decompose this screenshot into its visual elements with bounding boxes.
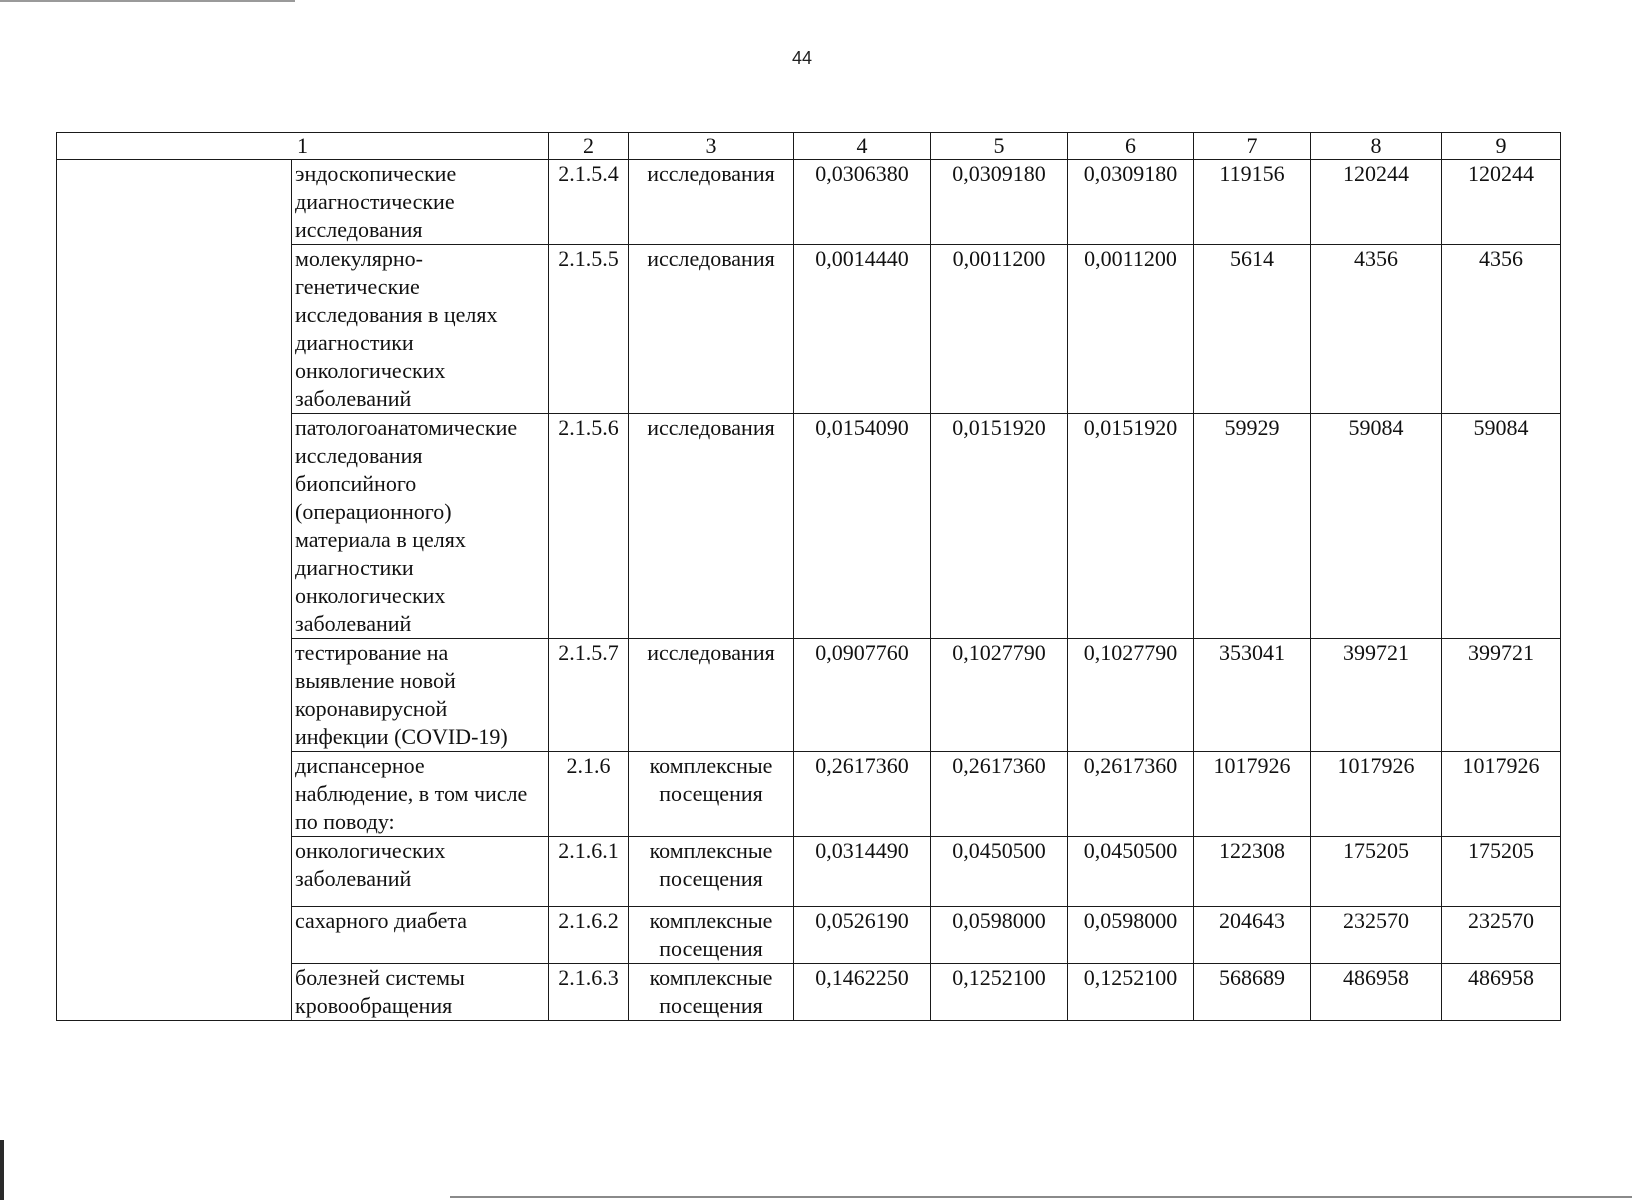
table-header: [57, 133, 1561, 160]
row-value-col4: 0,0014440: [794, 245, 931, 414]
row-value-col5: 0,0011200: [931, 245, 1068, 414]
row-value-col9: 4356: [1442, 245, 1561, 414]
row-value-col7: 568689: [1194, 964, 1311, 1021]
row-value-col8: 4356: [1311, 245, 1442, 414]
column-header-6: 6: [1068, 133, 1194, 160]
row-value-col9: 175205: [1442, 837, 1561, 907]
column-header-8: 8: [1311, 133, 1442, 160]
row-value-col4: 0,0154090: [794, 414, 931, 639]
row-value-col7: 204643: [1194, 907, 1311, 964]
row-value-col4: 0,0314490: [794, 837, 931, 907]
row-unit: комплексные посещения: [629, 837, 794, 907]
row-name: патологоанатомические исследования биопсийного (операционного) материала в целях диагностики онкологических заболеваний: [292, 414, 549, 639]
row-value-col9: 486958: [1442, 964, 1561, 1021]
row-value-col4: 0,0907760: [794, 639, 931, 752]
row-value-col8: 120244: [1311, 160, 1442, 245]
row-code: 2.1.5.4: [549, 160, 629, 245]
table-body: [57, 160, 1561, 1021]
row-value-col9: 59084: [1442, 414, 1561, 639]
row-name: тестирование на выявление новой коронавирусной инфекции (COVID-19): [292, 639, 549, 752]
column-header-5: 5: [931, 133, 1068, 160]
row-value-col5: 0,2617360: [931, 752, 1068, 837]
row-code: 2.1.6.3: [549, 964, 629, 1021]
row-unit: исследования: [629, 160, 794, 245]
row-unit: комплексные посещения: [629, 964, 794, 1021]
row-value-col5: 0,0450500: [931, 837, 1068, 907]
row-value-col8: 399721: [1311, 639, 1442, 752]
row-value-col6: 0,0598000: [1068, 907, 1194, 964]
row-code: 2.1.6.2: [549, 907, 629, 964]
row-value-col6: 0,0450500: [1068, 837, 1194, 907]
header-row: [57, 133, 1561, 160]
column-header-7: 7: [1194, 133, 1311, 160]
row-value-col8: 59084: [1311, 414, 1442, 639]
column-header-9: 9: [1442, 133, 1561, 160]
row-unit: исследования: [629, 414, 794, 639]
row-value-col5: 0,0598000: [931, 907, 1068, 964]
row-value-col5: 0,0151920: [931, 414, 1068, 639]
row-value-col6: 0,0309180: [1068, 160, 1194, 245]
row-unit: комплексные посещения: [629, 752, 794, 837]
table-row: [57, 160, 1561, 245]
row-code: 2.1.5.6: [549, 414, 629, 639]
row-name: онкологических заболеваний: [292, 837, 549, 907]
row-value-col8: 486958: [1311, 964, 1442, 1021]
row-name: сахарного диабета: [292, 907, 549, 964]
row-value-col6: 0,1027790: [1068, 639, 1194, 752]
row-value-col6: 0,0011200: [1068, 245, 1194, 414]
row-code: 2.1.5.7: [549, 639, 629, 752]
scan-edge-left: [0, 1140, 4, 1200]
scan-edge-bottom: [450, 1196, 1632, 1198]
row-code: 2.1.6.1: [549, 837, 629, 907]
row-value-col4: 0,0306380: [794, 160, 931, 245]
page-number: 44: [791, 48, 813, 68]
row-code: 2.1.5.5: [549, 245, 629, 414]
row-name: болезней системы кровообращения: [292, 964, 549, 1021]
column-header-2: 2: [549, 133, 629, 160]
row-name: диспансерное наблюдение, в том числе по поводу:: [292, 752, 549, 837]
row-value-col7: 1017926: [1194, 752, 1311, 837]
row-value-col7: 119156: [1194, 160, 1311, 245]
column-header-3: 3: [629, 133, 794, 160]
row-name: эндоскопические диагностические исследования: [292, 160, 549, 245]
row-code: 2.1.6: [549, 752, 629, 837]
row-value-col4: 0,2617360: [794, 752, 931, 837]
row-value-col7: 353041: [1194, 639, 1311, 752]
row-value-col8: 232570: [1311, 907, 1442, 964]
row-value-col8: 1017926: [1311, 752, 1442, 837]
row-value-col6: 0,1252100: [1068, 964, 1194, 1021]
row-unit: исследования: [629, 245, 794, 414]
row-value-col6: 0,2617360: [1068, 752, 1194, 837]
row-value-col7: 59929: [1194, 414, 1311, 639]
column-header-1: 1: [57, 133, 549, 160]
row-value-col9: 120244: [1442, 160, 1561, 245]
row-value-col4: 0,1462250: [794, 964, 931, 1021]
row-unit: исследования: [629, 639, 794, 752]
empty-category-cell: [57, 160, 292, 1021]
row-value-col7: 5614: [1194, 245, 1311, 414]
row-value-col7: 122308: [1194, 837, 1311, 907]
row-value-col5: 0,1027790: [931, 639, 1068, 752]
row-value-col8: 175205: [1311, 837, 1442, 907]
row-value-col9: 1017926: [1442, 752, 1561, 837]
scan-edge-top: [0, 0, 295, 2]
row-value-col5: 0,1252100: [931, 964, 1068, 1021]
row-name: молекулярно-генетические исследования в целях диагностики онкологических заболеваний: [292, 245, 549, 414]
row-value-col4: 0,0526190: [794, 907, 931, 964]
row-value-col9: 232570: [1442, 907, 1561, 964]
row-value-col9: 399721: [1442, 639, 1561, 752]
row-unit: комплексные посещения: [629, 907, 794, 964]
data-table: [56, 132, 1561, 1021]
column-header-4: 4: [794, 133, 931, 160]
row-value-col5: 0,0309180: [931, 160, 1068, 245]
row-value-col6: 0,0151920: [1068, 414, 1194, 639]
